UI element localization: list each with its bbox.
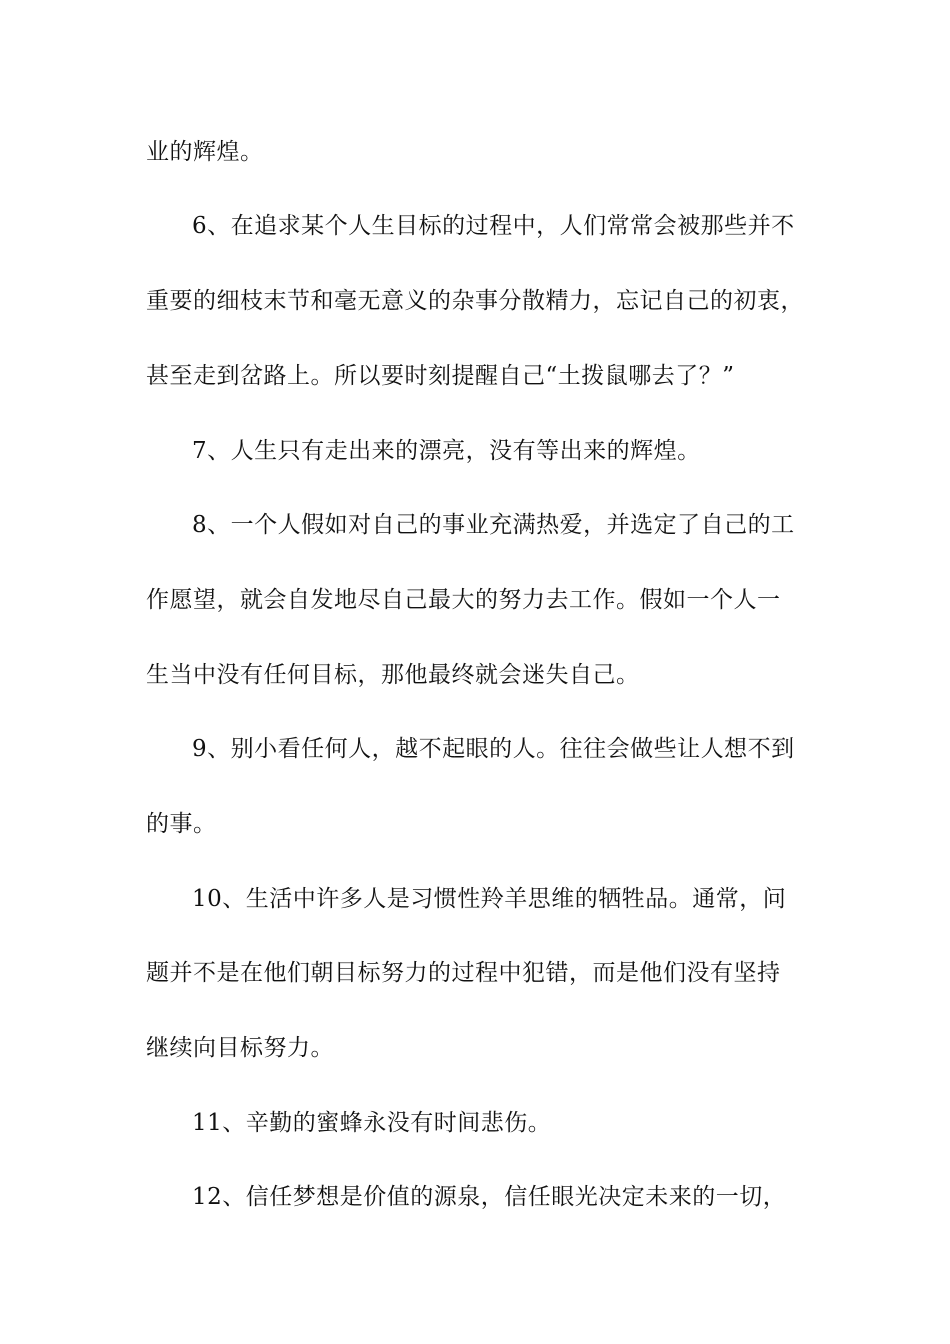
text-line: 10、生活中许多人是习惯性羚羊思维的牺牲品。通常，问 (192, 886, 787, 912)
text-line: 12、信任梦想是价值的源泉，信任眼光决定未来的一切， (192, 1184, 787, 1210)
text-line: 6、在追求某个人生目标的过程中，人们常常会被那些并不 (192, 213, 795, 239)
text-line: 作愿望，就会自发地尽自己最大的努力去工作。假如一个人一 (146, 587, 781, 613)
text-line: 9、别小看任何人，越不起眼的人。往往会做些让人想不到 (192, 736, 795, 762)
text-line: 重要的细枝末节和毫无意义的杂事分散精力，忘记自己的初衷， (146, 288, 804, 314)
text-line: 业的辉煌。 (146, 139, 264, 165)
text-line: 生当中没有任何目标，那他最终就会迷失自己。 (146, 662, 640, 688)
text-line: 甚至走到岔路上。所以要时刻提醒自己“土拨鼠哪去了？” (146, 363, 735, 389)
text-line: 7、人生只有走出来的漂亮，没有等出来的辉煌。 (192, 438, 701, 464)
text-line: 继续向目标努力。 (146, 1035, 334, 1061)
text-line: 题并不是在他们朝目标努力的过程中犯错，而是他们没有坚持 (146, 960, 781, 986)
text-line: 11、辛勤的蜜蜂永没有时间悲伤。 (192, 1110, 552, 1136)
text-line: 8、一个人假如对自己的事业充满热爱，并选定了自己的工 (192, 512, 795, 538)
text-line: 的事。 (146, 811, 217, 837)
